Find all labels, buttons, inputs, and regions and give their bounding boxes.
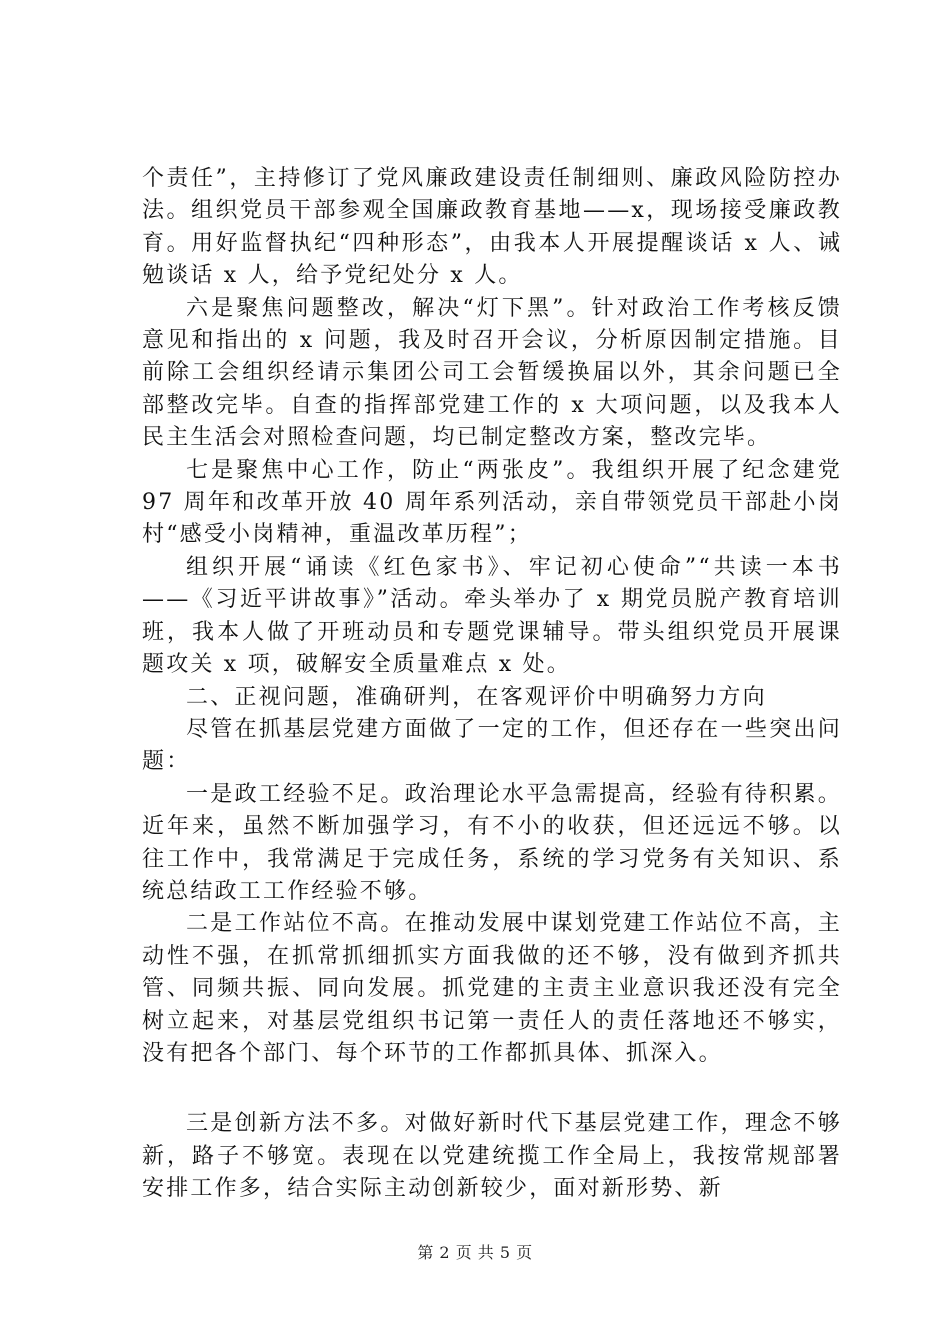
paragraph-item-seven: 七是聚焦中心工作，防止“两张皮”。我组织开展了纪念建党 97 周年和改革开放 40 周年系列活动，亲自带领党员干部赴小岗村“感受小岗精神，重温改革历程”； — [142, 457, 842, 548]
paragraph-item-six: 六是聚焦问题整改，解决“灯下黑”。针对政治工作考核反馈意见和指出的 x 问题，我及时召开会议，分析原因制定措施。目前除工会组织经请示集团公司工会暂缓换届以外，其余问题已全部整改完毕。自查的指挥部党建工作的 x 大项问题，以及我本人民主生活会对照检查问题，均已制定整改方案，整改完毕。 — [142, 295, 842, 451]
paragraph-problem-two: 二是工作站位不高。在推动发展中谋划党建工作站位不高，主动性不强，在抓常抓细抓实方面我做的还不够，没有做到齐抓共管、同频共振、同向发展。抓党建的主责主业意识我还没有完全树立起来，对基层党组织书记第一责任人的责任落地还不够实，没有把各个部门、每个环节的工作都抓具体、抓深入。 — [142, 911, 842, 1066]
paragraph-problems-intro: 尽管在抓基层党建方面做了一定的工作，但还存在一些突出问题： — [142, 716, 842, 775]
paragraph-activities: 组织开展“诵读《红色家书》、牢记初心使命”“共读一本书——《习近平讲故事》”活动。牵头举办了 x 期党员脱产教育培训班，我本人做了开班动员和专题党课辅导。带头组织党员开展课题攻关 x 项，破解安全质量难点 x 处。 — [142, 554, 842, 678]
paragraph-continuation: 个责任”，主持修订了党风廉政建设责任制细则、廉政风险防控办法。组织党员干部参观全国廉政教育基地——x，现场接受廉政教育。用好监督执纪“四种形态”，由我本人开展提醒谈话 x 人、诫勉谈话 x 人，给予党纪处分 x 人。 — [142, 166, 842, 289]
document-body — [142, 163, 842, 1206]
section-heading: 二、正视问题，准确研判，在客观评价中明确努力方向 — [186, 684, 767, 710]
paragraph-problem-one: 一是政工经验不足。政治理论水平急需提高，经验有待积累。近年来，虽然不断加强学习，有不小的收获，但还远远不够。以往工作中，我常满足于完成任务，系统的学习党务有关知识、系统总结政工工作经验不够。 — [142, 781, 842, 904]
paragraph-problem-three: 三是创新方法不多。对做好新时代下基层党建工作，理念不够新，路子不够宽。表现在以党建统揽工作全局上，我按常规部署安排工作多，结合实际主动创新较少，面对新形势、新 — [142, 1111, 842, 1202]
page-footer: 第 2 页 共 5 页 — [417, 1243, 533, 1262]
